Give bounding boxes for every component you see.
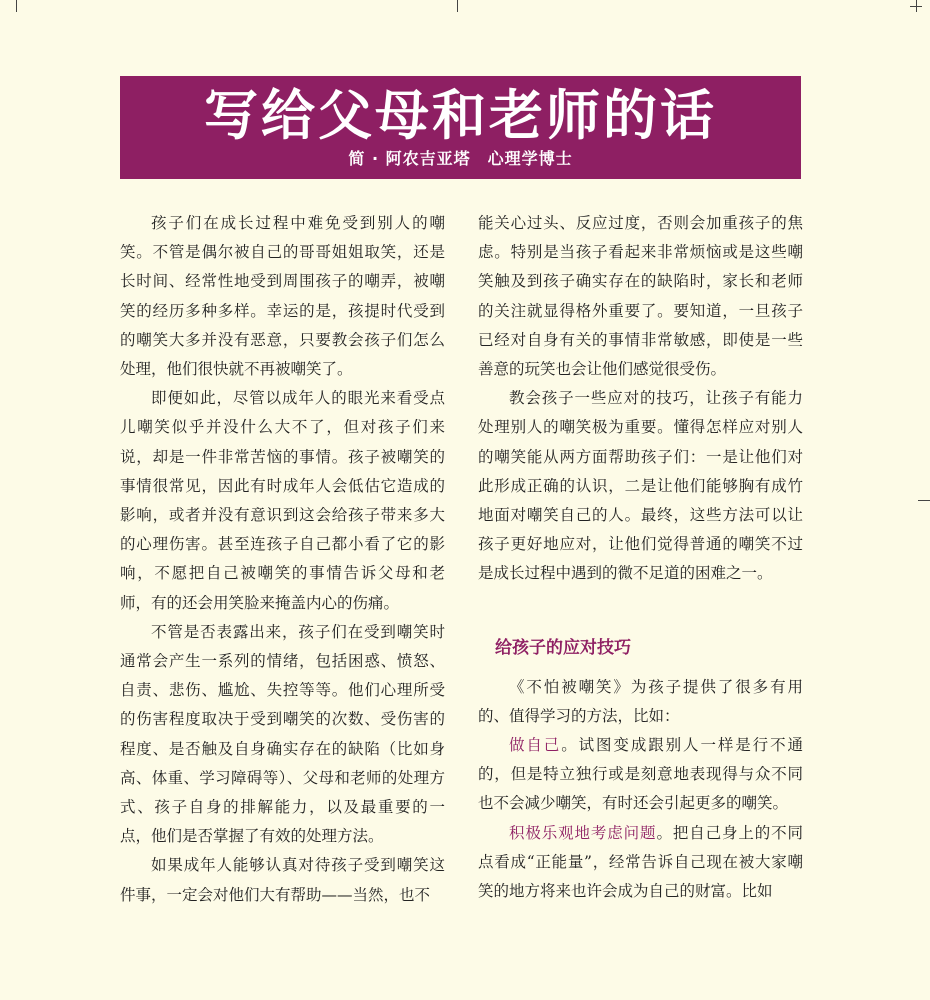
intro-paragraph: 《不怕被嘲笑》为孩子提供了很多有用的、值得学习的方法，比如：	[478, 677, 803, 725]
paragraph: 教会孩子一些应对的技巧，让孩子有能力处理别人的嘲笑极为重要。懂得怎样应对别人的嘲笑能从两方面帮助孩子们：一是让他们对此形成正确的认识，二是让他们能够胸有成竹地面对嘲笑自己的人。最终，这些方法可以让孩子更好地应对，让他们觉得普通的嘲笑不过是成长过程中遇到的微不足道的困难之一。	[478, 389, 803, 583]
author-byline: 简 · 阿农吉亚塔 心理学博士	[348, 149, 573, 168]
crop-mark	[16, 0, 17, 12]
crop-mark	[457, 0, 458, 12]
tip-paragraph	[478, 731, 803, 819]
tip-paragraph	[478, 819, 803, 907]
page-title: 写给父母和老师的话	[204, 83, 717, 147]
section-heading: 给孩子的应对技巧	[495, 637, 631, 658]
paragraph: 如果成年人能够认真对待孩子受到嘲笑这件事，一定会对他们大有帮助——当然，也不	[120, 856, 445, 904]
crop-mark	[918, 500, 930, 501]
paragraph: 不管是否表露出来，孩子们在受到嘲笑时通常会产生一系列的情绪，包括困惑、愤怒、自责、悲伤、尴尬、失控等等。他们心理所受的伤害程度取决于受到嘲笑的次数、受伤害的程度、是否触及自身确实存在的缺陷（比如身高、体重、学习障碍等）、父母和老师的处理方式、孩子自身的排解能力，以及最重要的一点，他们是否掌握了有效的处理方法。	[120, 622, 445, 846]
tip-term: 做自己	[509, 736, 562, 755]
tip-text: 。把自己身上的不同点看成“正能量”，经常告诉自己现在被大家嘲笑的地方将来也许会成为自己的财富。比如	[478, 823, 803, 901]
tip-term: 积极乐观地考虑问题	[509, 823, 657, 842]
paragraph: 能关心过头、反应过度，否则会加重孩子的焦虑。特别是当孩子看起来非常烦恼或是这些嘲笑触及到孩子确实存在的缺陷时，家长和老师的关注就显得格外重要了。要知道，一旦孩子已经对自身有关的事情非常敏感，即使是一些善意的玩笑也会让他们感觉很受伤。	[478, 214, 803, 379]
paragraph: 孩子们在成长过程中难免受到别人的嘲笑。不管是偶尔被自己的哥哥姐姐取笑，还是长时间、经常性地受到周围孩子的嘲弄，被嘲笑的经历多种多样。幸运的是，孩提时代受到的嘲笑大多并没有恶意，只要教会孩子们怎么处理，他们很快就不再被嘲笑了。	[120, 214, 445, 379]
left-column	[120, 209, 445, 910]
title-banner	[120, 76, 801, 179]
right-column	[478, 209, 803, 906]
crop-mark	[916, 0, 917, 12]
tip-text: 。试图变成跟别人一样是行不通的，但是特立独行或是刻意地表现得与众不同也不会减少嘲笑，有时还会引起更多的嘲笑。	[478, 736, 803, 813]
paragraph: 即便如此，尽管以成年人的眼光来看受点儿嘲笑似乎并没什么大不了，但对孩子们来说，却是一件非常苦恼的事情。孩子被嘲笑的事情很常见，因此有时成年人会低估它造成的影响，或者并没有意识到这会给孩子带来多大的心理伤害。甚至连孩子自己都小看了它的影响，不愿把自己被嘲笑的事情告诉父母和老师，有的还会用笑脸来掩盖内心的伤痛。	[120, 389, 445, 612]
